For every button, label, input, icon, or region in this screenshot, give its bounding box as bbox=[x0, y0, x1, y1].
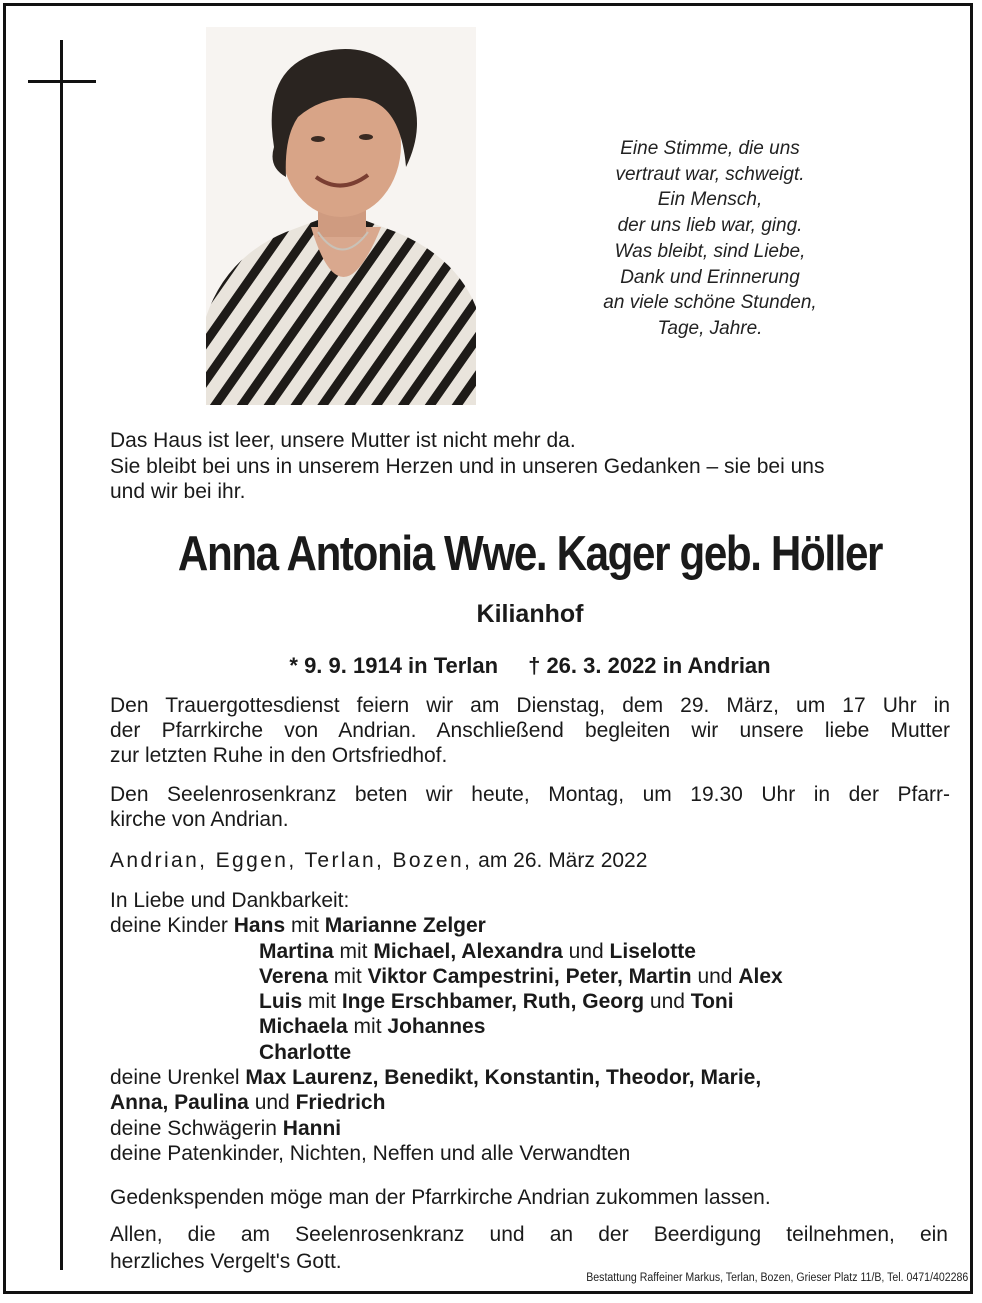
life-dates bbox=[110, 650, 950, 682]
cross-icon bbox=[60, 40, 63, 1270]
poem-line: Tage, Jahre. bbox=[657, 317, 763, 339]
service-line: der Pfarrkirche von Andrian. Anschließend begleiten wir unsere liebe Mutter bbox=[110, 719, 950, 743]
family-row: Martina mit Michael, Alexandra und Liselotte bbox=[259, 939, 696, 963]
family-row: deine Schwägerin Hanni bbox=[110, 1116, 342, 1140]
service-info bbox=[110, 693, 950, 769]
undertaker-info: Bestattung Raffeiner Markus, Terlan, Bozen, Grieser Platz 11/B, Tel. 0471/402286 bbox=[585, 1272, 968, 1284]
family-row: Anna, Paulina und Friedrich bbox=[110, 1091, 386, 1115]
intro-line: und wir bei ihr. bbox=[110, 480, 246, 503]
donation-note: Gedenkspenden möge man der Pfarrkirche Andrian zukommen lassen. bbox=[110, 1186, 771, 1209]
family-row: Luis mit Inge Erschbamer, Ruth, Georg und Toni bbox=[259, 990, 734, 1014]
service-line: Den Trauergottesdienst feiern wir am Dienstag, dem 29. März, um 17 Uhr in bbox=[110, 694, 950, 717]
family-list bbox=[110, 888, 950, 1166]
poem-line: Was bleibt, sind Liebe, bbox=[614, 240, 806, 262]
poem-line: Eine Stimme, die uns bbox=[620, 138, 800, 159]
death-date: † 26. 3. 2022 in Andrian bbox=[528, 653, 771, 678]
cross-icon-bar bbox=[28, 80, 96, 83]
intro-line: Das Haus ist leer, unsere Mutter ist nicht mehr da. bbox=[110, 429, 576, 452]
poem-line: an viele schöne Stunden, bbox=[603, 292, 817, 314]
family-row: Charlotte bbox=[259, 1040, 352, 1064]
service-line: zur letzten Ruhe in den Ortsfriedhof. bbox=[110, 744, 448, 768]
intro-line: Sie bleibt bei uns in unserem Herzen und in unseren Gedanken – sie bei uns bbox=[110, 454, 825, 478]
family-row: Verena mit Viktor Campestrini, Peter, Martin und Alex bbox=[259, 964, 783, 988]
deceased-name: Anna Antonia Wwe. Kager geb. Höller bbox=[177, 527, 883, 581]
family-row: Michaela mit Johannes bbox=[259, 1015, 486, 1039]
intro-text bbox=[110, 428, 950, 505]
poem-line: der uns lieb war, ging. bbox=[617, 215, 803, 237]
family-row: deine Kinder Hans mit Marianne Zelger bbox=[110, 914, 486, 938]
poem bbox=[560, 136, 860, 342]
rosary-line: kirche von Andrian. bbox=[110, 808, 289, 832]
family-heading: In Liebe und Dankbarkeit: bbox=[110, 889, 350, 912]
poem-line: vertraut war, schweigt. bbox=[615, 163, 805, 185]
place-date bbox=[110, 846, 647, 876]
family-row: deine Patenkinder, Nichten, Neffen und alle Verwandten bbox=[110, 1141, 631, 1165]
birth-date: * 9. 9. 1914 in Terlan bbox=[289, 653, 499, 678]
farm-name: Kilianhof bbox=[476, 600, 584, 628]
place-towns: Andrian, Eggen, Terlan, Bozen, bbox=[110, 849, 473, 872]
thanks-line: Allen, die am Seelenrosenkranz und an der Beerdigung teilnehmen, ein bbox=[110, 1223, 948, 1246]
rosary-line: Den Seelenrosenkranz beten wir heute, Montag, um 19.30 Uhr in der Pfarr- bbox=[110, 783, 950, 806]
poem-line: Dank und Erinnerung bbox=[620, 266, 800, 288]
poem-line: Ein Mensch, bbox=[657, 189, 763, 211]
thanks-line: herzliches Vergelt's Gott. bbox=[110, 1249, 342, 1273]
portrait-photo bbox=[206, 27, 476, 405]
rosary-info bbox=[110, 782, 950, 832]
notice-date: am 26. März 2022 bbox=[478, 849, 648, 872]
family-row: deine Urenkel Max Laurenz, Benedikt, Konstantin, Theodor, Marie, bbox=[110, 1066, 762, 1090]
thanks-note bbox=[110, 1222, 948, 1275]
